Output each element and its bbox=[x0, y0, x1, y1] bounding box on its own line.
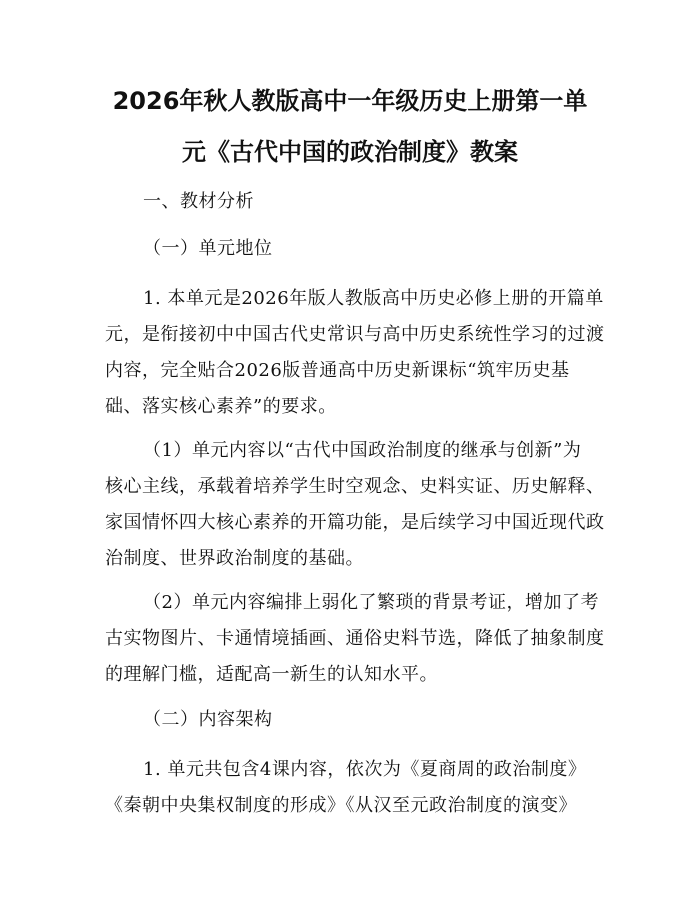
paragraph-2-line-3: 家国情怀四大核心素养的开篇功能，是后续学习中国近现代政 bbox=[105, 512, 605, 533]
paragraph-2-line-1: （1）单元内容以“古代中国政治制度的继承与创新”为 bbox=[143, 440, 582, 461]
section-heading-1: 一、教材分析 bbox=[143, 191, 254, 212]
subsection-heading-unit-position: （一）单元地位 bbox=[143, 238, 273, 259]
paragraph-3-line-3: 的理解门槛，适配高一新生的认知水平。 bbox=[105, 664, 438, 685]
paragraph-3-line-2: 古实物图片、卡通情境插画、通俗史料节选，降低了抽象制度 bbox=[105, 628, 605, 649]
paragraph-4-line-2: 《秦朝中央集权制度的形成》《从汉至元政治制度的演变》 bbox=[105, 795, 577, 816]
paragraph-3-line-1: （2）单元内容编排上弱化了繁琐的背景考证，增加了考 bbox=[143, 592, 599, 613]
subsection-heading-content-structure: （二）内容架构 bbox=[143, 709, 273, 730]
document-title-line-2: 元《古代中国的政治制度》教案 bbox=[182, 138, 518, 166]
paragraph-1-line-1: 1. 本单元是2026年版人教版高中历史必修上册的开篇单 bbox=[143, 288, 604, 309]
paragraph-2-line-4: 治制度、世界政治制度的基础。 bbox=[105, 548, 364, 569]
paragraph-2-line-2: 核心主线，承载着培养学生时空观念、史料实证、历史解释、 bbox=[105, 476, 605, 497]
document-title-line-1: 2026年秋人教版高中一年级历史上册第一单 bbox=[112, 87, 588, 115]
paragraph-4-line-1: 1. 单元共包含4课内容，依次为《夏商周的政治制度》 bbox=[143, 759, 587, 780]
paragraph-1-line-2: 元，是衔接初中中国古代史常识与高中历史系统性学习的过渡 bbox=[105, 324, 605, 345]
paragraph-1-line-4: 础、落实核心素养”的要求。 bbox=[105, 396, 337, 417]
paragraph-1-line-3: 内容，完全贴合2026版普通高中历史新课标“筑牢历史基 bbox=[105, 360, 570, 381]
